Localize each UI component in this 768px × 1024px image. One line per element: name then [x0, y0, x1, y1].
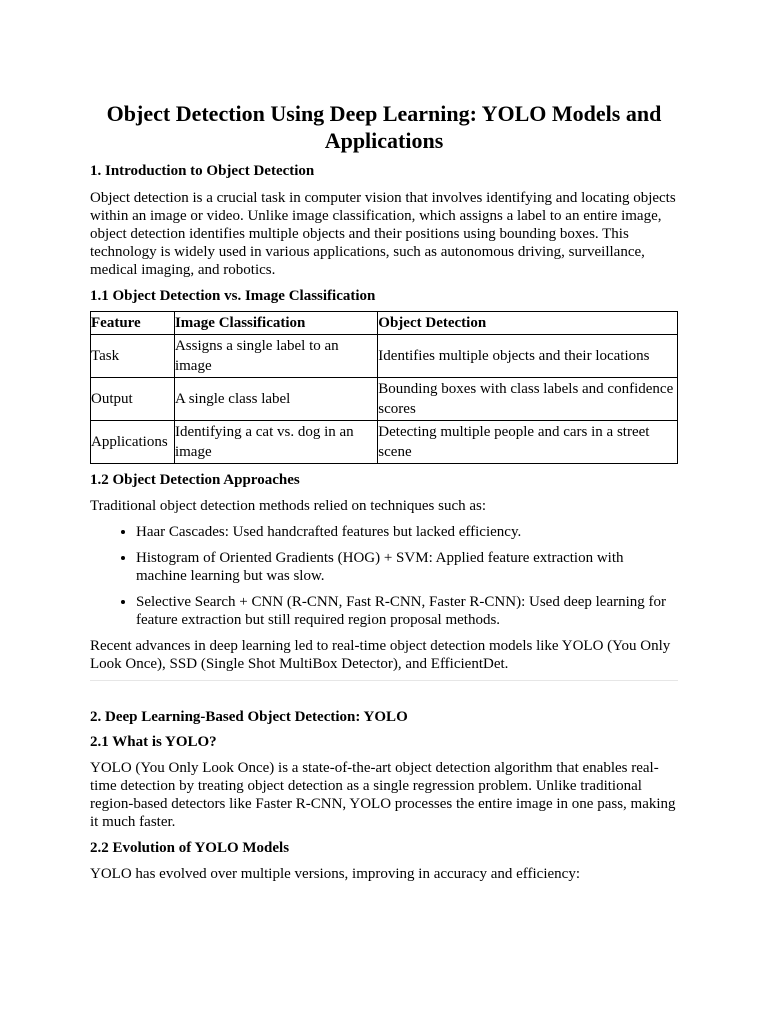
section-2-1-paragraph: YOLO (You Only Look Once) is a state-of-the-art object detection algorithm that enables real-time detection by treating object detection as a single regression problem. Unlike traditional region-based detectors like Faster R-CNN, YOLO processes the entire image in one pass, making it much faster. — [90, 760, 676, 830]
table-header-cell: Feature — [91, 312, 175, 335]
table-header-cell: Object Detection — [378, 312, 678, 335]
section-2-heading: 2. Deep Learning-Based Object Detection: YOLO — [90, 709, 408, 725]
table-cell: Output — [91, 378, 175, 421]
section-2-2-paragraph: YOLO has evolved over multiple versions, improving in accuracy and efficiency: — [90, 866, 580, 882]
table-row — [91, 335, 678, 378]
section-1-2-intro: Traditional object detection methods relied on techniques such as: — [90, 498, 487, 514]
list-item: • Haar Cascades: Used handcrafted features but lacked efficiency. — [136, 523, 678, 541]
section-1-1-heading: 1.1 Object Detection vs. Image Classification — [90, 288, 376, 304]
section-2-1-heading: 2.1 What is YOLO? — [90, 734, 217, 750]
section-1-heading: 1. Introduction to Object Detection — [90, 163, 315, 179]
table-cell: Identifies multiple objects and their locations — [378, 335, 678, 378]
table-cell: Assigns a single label to an image — [174, 335, 377, 378]
section-1-2-closing: Recent advances in deep learning led to real-time object detection models like YOLO (You Only Look Once), SSD (Single Shot MultiBox Detector), and EfficientDet. — [90, 638, 671, 672]
table-row — [91, 378, 678, 421]
comparison-table — [90, 311, 678, 464]
list-item: • Selective Search + CNN (R-CNN, Fast R-CNN, Faster R-CNN): Used deep learning for feature extraction but still required region proposal methods. — [136, 593, 678, 629]
table-row — [91, 421, 678, 464]
table-header-cell: Image Classification — [174, 312, 377, 335]
table-cell: Task — [91, 335, 175, 378]
table-cell: Identifying a cat vs. dog in an image — [174, 421, 377, 464]
approaches-list — [90, 523, 678, 629]
document-title: Object Detection Using Deep Learning: YOLO Models and Applications — [106, 101, 662, 153]
table-cell: Applications — [91, 421, 175, 464]
table-cell: A single class label — [174, 378, 377, 421]
section-1-paragraph: Object detection is a crucial task in computer vision that involves identifying and locating objects within an image or video. Unlike image classification, which assigns a label to an entire image, object detection identifies multiple objects and their positions using bounding boxes. This technology is widely used in various applications, such as autonomous driving, surveillance, medical imaging, and robotics. — [90, 190, 676, 278]
section-2-2-heading: 2.2 Evolution of YOLO Models — [90, 840, 290, 856]
table-cell: Bounding boxes with class labels and confidence scores — [378, 378, 678, 421]
table-cell: Detecting multiple people and cars in a street scene — [378, 421, 678, 464]
list-item: • Histogram of Oriented Gradients (HOG) + SVM: Applied feature extraction with machine learning but was slow. — [136, 549, 678, 585]
table-header-row — [91, 312, 678, 335]
section-1-2-heading: 1.2 Object Detection Approaches — [90, 472, 300, 488]
section-divider — [90, 680, 678, 681]
